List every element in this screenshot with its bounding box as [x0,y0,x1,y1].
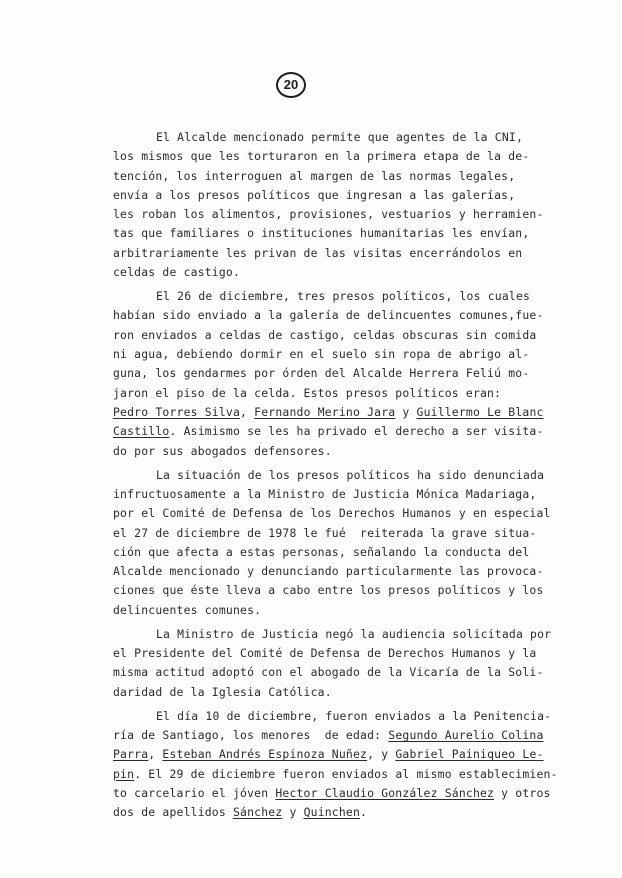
text-line [113,707,558,726]
text-line [113,644,558,663]
text-line [113,765,558,784]
text-line [113,543,558,562]
text-line [113,224,558,243]
text-segment: El día 10 de diciembre, fueron enviados a la Penitencia- [156,708,552,723]
text-line [113,442,558,461]
text-segment: . Asimismo se les ha privado el derecho a ser visita- [169,424,544,439]
text-line [113,745,558,764]
text-segment: el Presidente del Comité de Defensa de Derechos Humanos y la [113,646,537,661]
underlined-name: Guillermo Le Blanc [416,404,544,419]
text-segment: to carcelario el jóven [113,785,276,800]
text-line [113,485,558,504]
text-segment: delincuentes comunes. [113,602,262,617]
underlined-name: Sánchez [232,805,283,820]
text-segment: , [148,747,163,762]
text-line [113,384,558,403]
text-segment: arbitrariamente les privan de las visitas encerrándolos en [113,245,523,260]
paragraph [113,625,558,702]
text-segment: infructuosamente a la Ministro de Justicia Mónica Madariaga, [113,486,537,501]
text-segment: daridad de la Iglesia Católica. [113,684,332,699]
text-segment: . El 29 de diciembre fueron enviados al mismo establecimien- [134,766,558,781]
underlined-name: pin [113,766,135,781]
text-segment: ciones que éste lleva a cabo entre los presos políticos y los [113,583,544,598]
underlined-name: Hector Claudio González Sánchez [275,785,495,800]
text-segment: por el Comité de Defensa de los Derechos Humanos y en especial [113,506,551,521]
text-line [113,364,558,383]
underlined-name: Gabriel Painiqueo Le- [395,747,544,762]
text-segment: . [360,805,368,820]
text-line [113,581,558,600]
text-segment: habían sido enviado a la galería de delincuentes comunes,fue- [113,308,544,323]
text-line [113,263,558,282]
text-line [113,562,558,581]
text-segment: El 26 de diciembre, tres presos políticos, los cuales [156,289,531,304]
underlined-name: Quinchen [303,805,361,820]
text-segment: ron enviados a celdas de castigo, celdas obscuras sin comida [113,327,537,342]
text-line [113,403,558,422]
text-line [113,147,558,166]
text-line [113,803,558,822]
text-segment: tención, los interroguen al margen de las normas legales, [113,168,516,183]
underlined-name: Esteban Andrés Espinoza Nuñez [162,747,368,762]
text-segment: y otros [494,785,551,800]
document-body [113,128,558,827]
text-line [113,167,558,186]
text-line [113,784,558,803]
text-segment: ni agua, debiendo dormir en el suelo sin ropa de abrigo al- [113,347,530,362]
paragraph [113,466,558,620]
text-segment: misma actitud adoptó con el abogado de la Vicaría de la Soli- [113,665,544,680]
text-segment: y [282,805,304,820]
paragraph [113,707,558,823]
underlined-name: Pedro Torres Silva [113,404,241,419]
text-line [113,524,558,543]
text-segment: los mismos que les torturaron en la primera etapa de la de- [113,149,530,164]
text-segment: La Ministro de Justicia negó la audiencia solicitada por [156,626,552,641]
text-line [113,205,558,224]
text-segment: dos de apellidos [113,805,233,820]
text-line [113,663,558,682]
text-segment: do por sus abogados defensores. [113,443,332,458]
underlined-name: Castillo [113,424,170,439]
paragraph [113,287,558,461]
text-segment: les roban los alimentos, provisiones, vestuarios y herramien- [113,207,544,222]
text-line [113,244,558,263]
text-line [113,422,558,441]
text-segment: La situación de los presos políticos ha sido denunciada [156,467,545,482]
text-segment: , y [367,747,396,762]
text-segment: tas que familiares o instituciones humanitarias les envían, [113,226,530,241]
text-segment: Alcalde mencionado y denunciando particularmente las provoca- [113,564,544,579]
text-segment: y [395,404,417,419]
text-segment: El Alcalde mencionado permite que agentes de la CNI, [156,130,524,144]
page-number: 20 [276,72,306,98]
text-line [113,326,558,345]
text-line [113,625,558,644]
text-line [113,306,558,325]
text-line [113,345,558,364]
paragraph [113,128,558,282]
text-segment: el 27 de diciembre de 1978 le fué reiterada la grave situa- [113,525,537,540]
underlined-name: Segundo Aurelio Colina [388,728,544,743]
text-segment: celdas de castigo. [113,265,241,280]
text-segment: ría de Santiago, los menores de edad: [113,728,389,743]
text-line [113,128,558,147]
text-line [113,504,558,523]
text-segment: jaron el piso de la celda. Estos presos políticos eran: [113,385,502,400]
underlined-name: Fernando Merino Jara [254,404,396,419]
text-line [113,601,558,620]
text-segment: ción que afecta a estas personas, señalando la conducta del [113,544,530,559]
text-segment: envía a los presos políticos que ingresan a las galerías, [113,187,516,202]
text-segment: , [240,404,255,419]
text-line [113,726,558,745]
text-line [113,186,558,205]
text-line [113,683,558,702]
text-line [113,466,558,485]
text-line [113,287,558,306]
text-segment: guna, los gendarmes por órden del Alcalde Herrera Feliú mo- [113,366,530,381]
underlined-name: Parra [113,747,149,762]
